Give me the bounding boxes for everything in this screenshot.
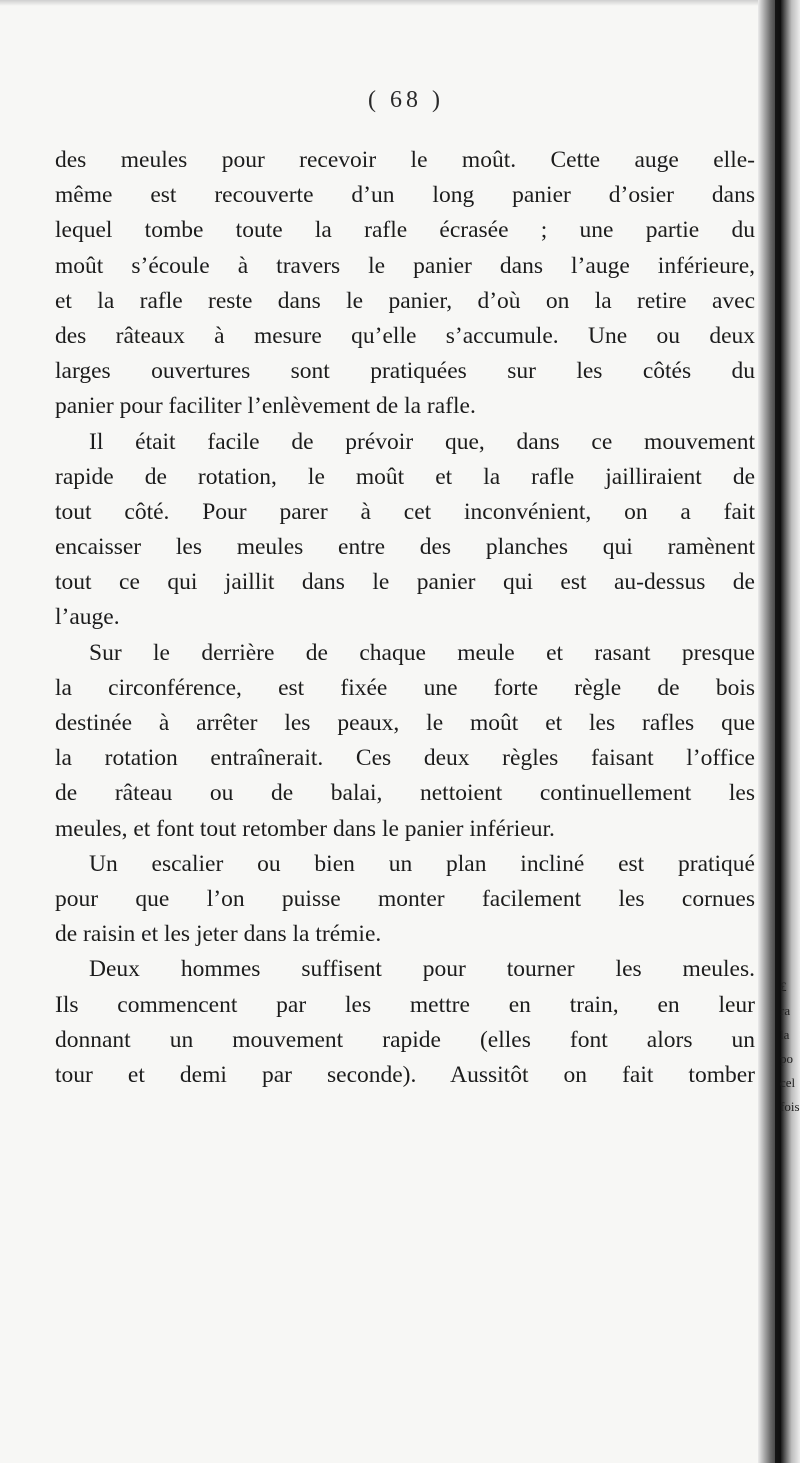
text-line: des râteaux à mesure qu’elle s’accumule. Une ou deux [55,322,755,349]
text-line: tout côté. Pour parer à cet inconvénient, on a fait [55,498,755,525]
text-line: tour et demi par seconde). Aussitôt on fait tomber [55,1061,755,1088]
text-line: des meules pour recevoir le moût. Cette auge elle- [55,147,755,173]
fragment-line: la [780,1027,790,1042]
text-line: Deux hommes suffisent pour tourner les meules. [89,956,755,983]
page-top-edge [0,0,800,6]
text-line: Il était facile de prévoir que, dans ce mouvement [89,428,755,455]
text-line: rapide de rotation, le moût et la rafle jailliraient de [55,463,755,490]
text-line: larges ouvertures sont pratiquées sur les côtés du [55,358,755,385]
gutter-shadow [775,0,781,1463]
text-line: donnant un mouvement rapide (elles font alors un [55,1026,755,1053]
text-line: pour que l’on puisse monter facilement les cornues [55,885,755,912]
text-line: Ils commencent par les mettre en train, en leur [55,991,755,1018]
text-line: et la rafle reste dans le panier, d’où on la retire avec [55,287,755,314]
text-line: de raisin et les jeter dans la trémie. [55,921,382,948]
text-line: panier pour faciliter l’enlèvement de la rafle. [55,393,476,420]
fragment-line: po [780,1051,793,1066]
text-line: la rotation entraînerait. Ces deux règles faisant l’office [55,745,755,772]
text-line: l’auge. [55,604,120,631]
fragment-line: fois [780,1099,800,1114]
text-line: la circonférence, est fixée une forte règle de bois [55,674,755,701]
text-line: meules, et font tout retomber dans le panier inférieur. [55,815,555,842]
text-line: tout ce qui jaillit dans le panier qui est au-dessus de [55,569,755,596]
text-line: encaisser les meules entre des planches qui ramènent [55,534,755,561]
adjacent-page-fragment [780,975,800,1119]
text-line: moût s’écoule à travers le panier dans l’auge inférieure, [55,252,755,279]
fragment-line: cel [780,1075,796,1090]
text-line: de râteau ou de balai, nettoient continuellement les [55,780,755,807]
body-text [55,143,755,1093]
fragment-line: ra [780,1003,791,1018]
text-line: Sur le derrière de chaque meule et rasant presque [89,639,755,666]
text-line: destinée à arrêter les peaux, le moût et les rafles que [55,710,755,736]
text-line: lequel tombe toute la rafle écrasée ; une partie du [55,217,755,244]
fragment-line: £ [780,979,787,994]
text-line: Un escalier ou bien un plan incliné est pratiqué [89,850,755,877]
page-number-header: ( 68 ) [368,87,444,113]
text-line: même est recouverte d’un long panier d’osier dans [55,182,755,209]
